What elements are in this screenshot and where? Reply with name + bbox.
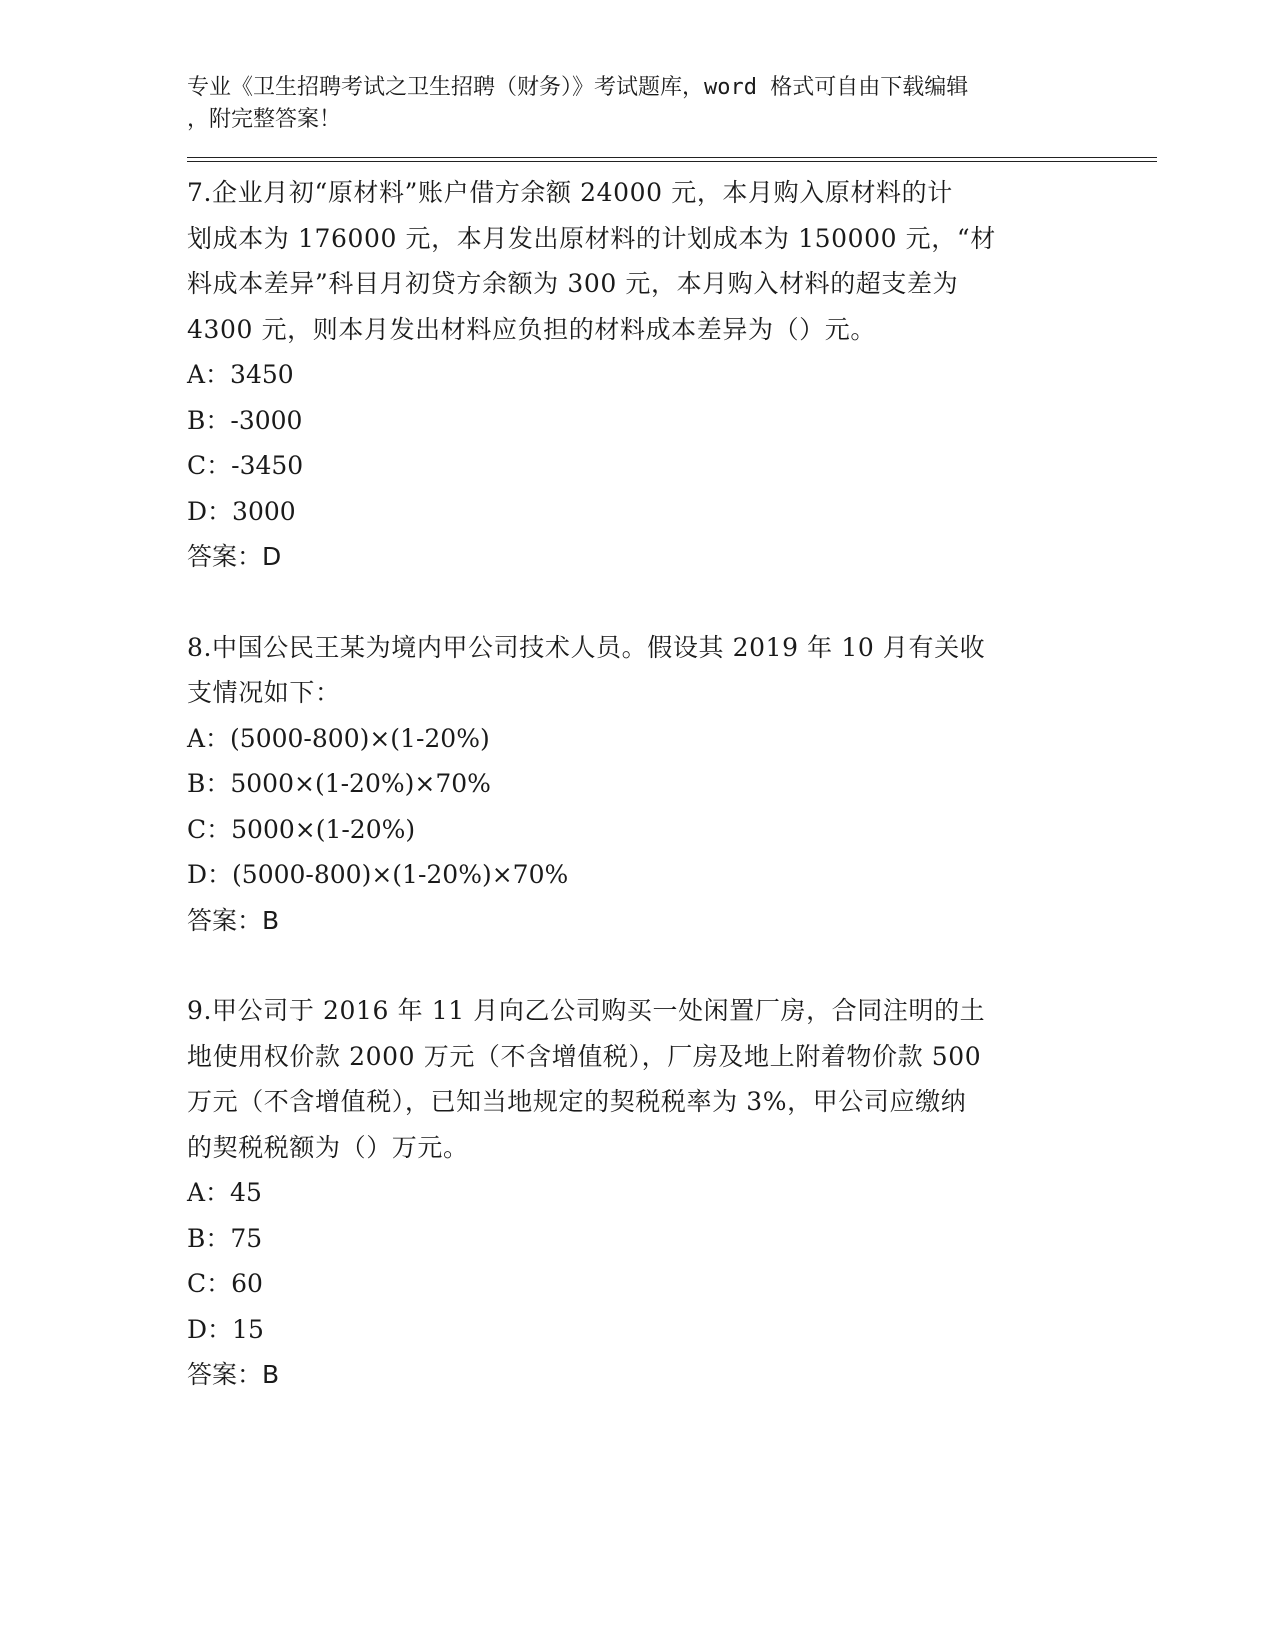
option-a: A：3450: [187, 360, 294, 389]
document-header: [187, 72, 1067, 136]
header-line: ，附完整答案！: [187, 107, 342, 132]
question-9: [187, 988, 1157, 1398]
option-a: A：45: [187, 1178, 262, 1207]
option-c: C：5000×(1-20%): [187, 814, 416, 844]
option-d: D：(5000-800)×(1-20%)×70%: [187, 860, 569, 889]
question-spacer: [187, 943, 1157, 988]
answer-label: 答案：D: [187, 542, 282, 571]
question-stem-line: 8.中国公民王某为境内甲公司技术人员。假设其 2019 年 10 月有关收: [187, 632, 986, 662]
question-8: [187, 625, 1157, 944]
option-d: D：3000: [187, 496, 296, 526]
question-list: [187, 170, 1157, 1398]
question-stem-line: 料成本差异”科目月初贷方余额为 300 元，本月购入材料的超支差为: [187, 269, 959, 298]
option-b: B：5000×(1-20%)×70%: [187, 769, 491, 798]
document-page: [187, 72, 1157, 1398]
question-stem-line: 的契税税额为（）万元。: [187, 1132, 469, 1162]
question-stem-line: 9.甲公司于 2016 年 11 月向乙公司购买一处闲置厂房，合同注明的土: [187, 996, 986, 1025]
option-d: D：15: [187, 1314, 264, 1344]
question-stem-line: 支情况如下：: [187, 678, 341, 707]
question-stem-line: 7.企业月初“原材料”账户借方余额 24000 元，本月购入原材料的计: [187, 178, 953, 207]
answer-label: 答案：B: [187, 1360, 280, 1389]
header-divider: [187, 157, 1157, 162]
question-stem-line: 地使用权价款 2000 万元（不含增值税），厂房及地上附着物价款 500: [187, 1041, 982, 1071]
question-spacer: [187, 580, 1157, 625]
header-line: 专业《卫生招聘考试之卫生招聘（财务）》考试题库，word 格式可自由下载编辑: [187, 75, 969, 100]
question-stem-line: 4300 元，则本月发出材料应负担的材料成本差异为（）元。: [187, 314, 876, 344]
option-b: B：-3000: [187, 405, 303, 435]
answer-label: 答案：B: [187, 905, 280, 935]
option-c: C：-3450: [187, 451, 304, 480]
question-7: [187, 170, 1157, 580]
option-b: B：75: [187, 1223, 263, 1253]
option-a: A：(5000-800)×(1-20%): [187, 723, 490, 753]
option-c: C：60: [187, 1269, 263, 1298]
question-stem-line: 万元（不含增值税），已知当地规定的契税税率为 3%，甲公司应缴纳: [187, 1087, 967, 1116]
question-stem-line: 划成本为 176000 元，本月发出原材料的计划成本为 150000 元，“材: [187, 223, 996, 253]
